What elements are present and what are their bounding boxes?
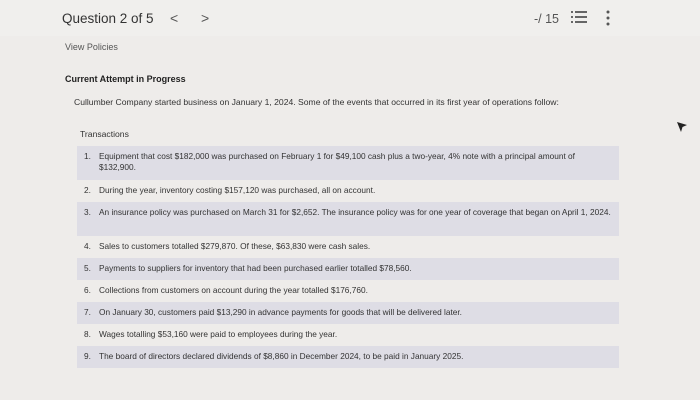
more-vertical-icon[interactable] — [605, 10, 611, 26]
row-number: 8. — [84, 329, 91, 339]
row-number: 1. — [84, 151, 91, 161]
question-counter: Question 2 of 5 — [62, 11, 154, 26]
row-number: 3. — [84, 207, 91, 217]
row-number: 9. — [84, 351, 91, 361]
row-number: 4. — [84, 241, 91, 251]
mouse-pointer-icon — [676, 121, 688, 133]
transaction-row — [77, 346, 619, 368]
view-policies-link[interactable]: View Policies — [65, 42, 118, 52]
row-number: 5. — [84, 263, 91, 273]
transaction-row — [77, 180, 619, 202]
transaction-row — [77, 324, 619, 346]
transactions-table — [77, 146, 619, 368]
row-text: An insurance policy was purchased on March 31 for $2,652. The insurance policy was for one year of coverage that began on April 1, 2024. — [99, 207, 611, 217]
row-text: During the year, inventory costing $157,120 was purchased, all on account. — [99, 185, 376, 195]
transaction-row — [77, 258, 619, 280]
list-icon[interactable] — [571, 10, 587, 24]
score-display: -/ 15 — [534, 12, 560, 26]
question-intro: Cullumber Company started business on January 1, 2024. Some of the events that occurred in its first year of operations follow: — [74, 97, 559, 107]
row-text: Equipment that cost $182,000 was purchased on February 1 for $49,100 cash plus a two-year, 4% note with a principal amount of $132,900. — [99, 151, 575, 172]
chevron-left-icon[interactable]: < — [170, 10, 179, 26]
transaction-row — [77, 202, 619, 236]
row-number: 6. — [84, 285, 91, 295]
question-header — [0, 0, 700, 36]
transaction-row — [77, 302, 619, 324]
row-text: Payments to suppliers for inventory that had been purchased earlier totalled $78,560. — [99, 263, 412, 273]
row-text: The board of directors declared dividends of $8,860 in December 2024, to be paid in January 2025. — [99, 351, 464, 361]
row-number: 2. — [84, 185, 91, 195]
row-text: Sales to customers totalled $279,870. Of these, $63,830 were cash sales. — [99, 241, 371, 251]
transactions-label: Transactions — [80, 129, 129, 139]
row-text: On January 30, customers paid $13,290 in advance payments for goods that will be delivered later. — [99, 307, 462, 317]
attempt-heading: Current Attempt in Progress — [65, 74, 186, 84]
chevron-right-icon[interactable]: > — [201, 10, 210, 26]
row-text: Wages totalling $53,160 were paid to employees during the year. — [99, 329, 338, 339]
transaction-row — [77, 146, 619, 180]
row-number: 7. — [84, 307, 91, 317]
transaction-row — [77, 236, 619, 258]
row-text: Collections from customers on account during the year totalled $176,760. — [99, 285, 368, 295]
transaction-row — [77, 280, 619, 302]
